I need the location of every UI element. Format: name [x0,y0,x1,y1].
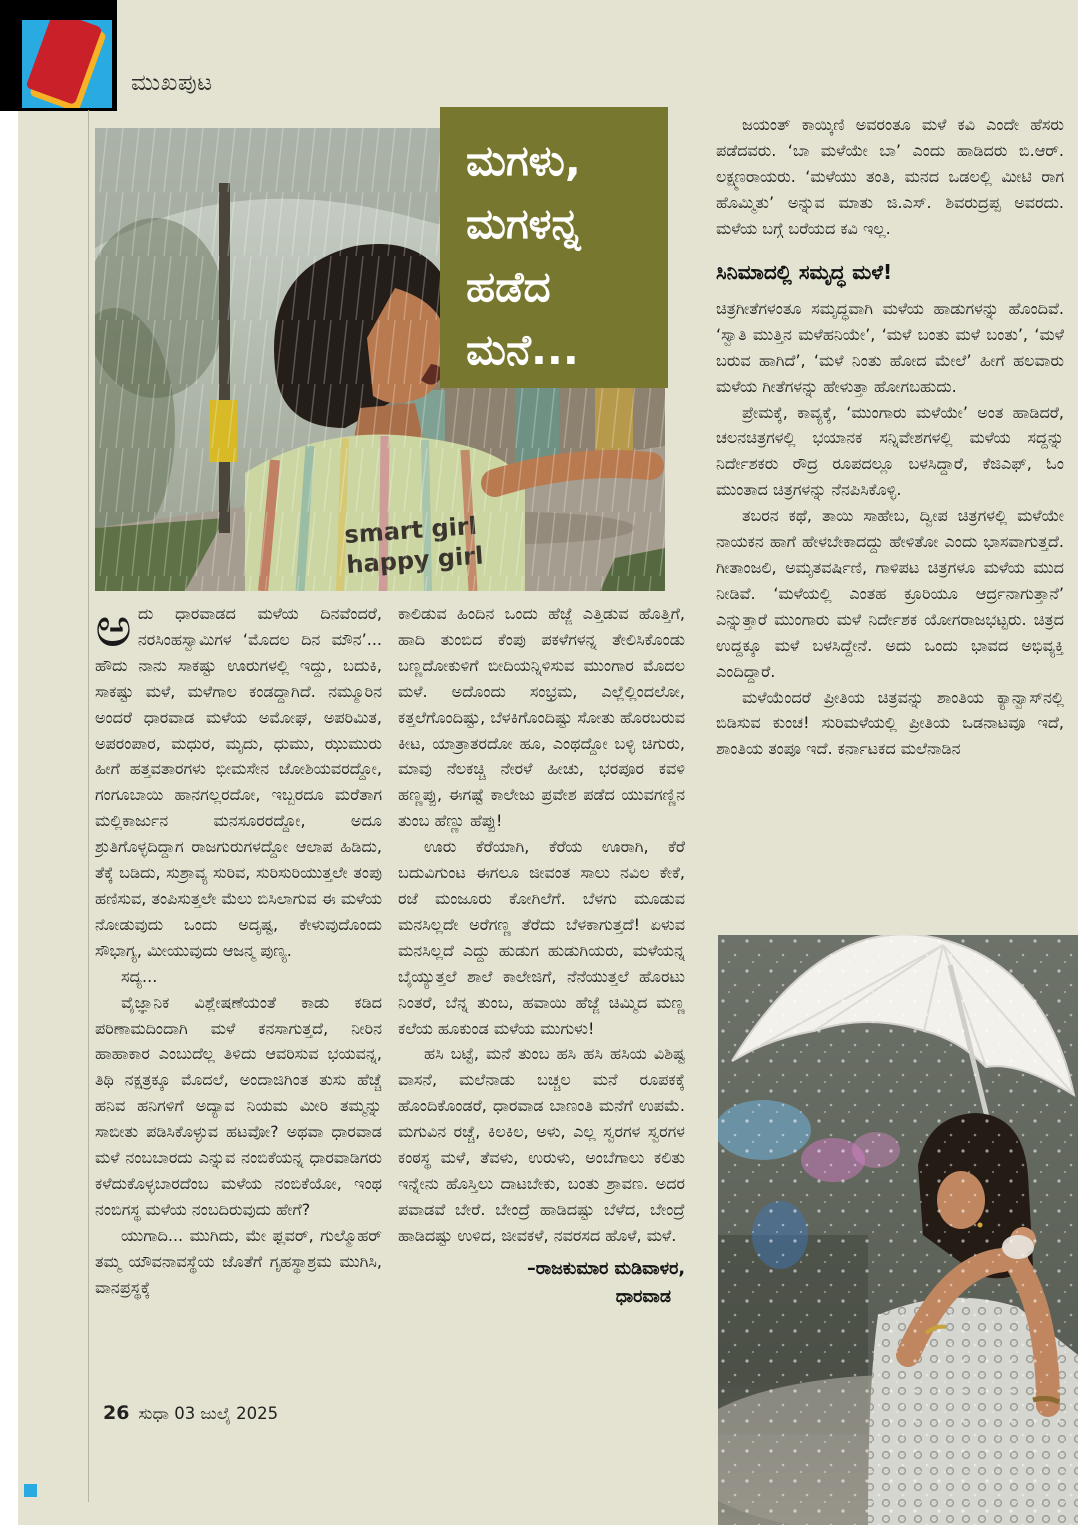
paragraph: ಹಸಿ ಬಟ್ಟೆ, ಮನೆ ತುಂಬ ಹಸಿ ಹಸಿ ಹಸಿಯ ವಿಶಿಷ್ಟ ವಾಸನೆ, ಮಲೆನಾಡು ಬಚ್ಚಲ ಮನೆ ರೂಪಕಕ್ಕೆ ಹೊಂದಿಕೊಂಡರೆ, ಧಾರವಾಡ ಬಾಣಂತಿ ಮನೆಗೆ ಉಪಮೆ. ಮಗುವಿನ ರಚ್ಚೆ, ಕಿಲಕಿಲ, ಅಳು, ಎಲ್ಲ ಸ್ವರಗಳ ಸ್ವರಗಳ ಕಂಠಸ್ಥ ಮಳೆ, ತೆವಳು, ಉರುಳು, ಅಂಬೆಗಾಲು ಕಲಿತು ಇನ್ನೇನು ಹೊಸ್ತಿಲು ದಾಟಬೇಕು, ಬಂತು ಶ್ರಾವಣ. ಅದರ ಪವಾಡವೆ ಬೇರೆ. ಬೇಂದ್ರೆ ಹಾಡಿದಷ್ಟು ಬೆಳೆದ, ಬೇಂದ್ರೆ ಹಾಡಿದಷ್ಟು ಉಳಿದ, ಜೀವಕಳೆ, ನವರಸದ ಹೊಳೆ, ಮಳೆ. [398,1044,685,1245]
byline-author: –ರಾಜಕುಮಾರ ಮಡಿವಾಳರ, [526,1258,685,1279]
drop-cap: ಅ [95,601,132,660]
sudha-logo [0,0,117,111]
left-column-rule [88,110,89,1502]
paragraph: ಪ್ರೇಮಕ್ಕೆ, ಕಾವ್ಯಕ್ಕೆ, ‘ಮುಂಗಾರು ಮಳೆಯೇ’ ಅಂತ ಹಾಡಿದರೆ, ಚಲನಚಿತ್ರಗಳಲ್ಲಿ ಭಯಾನಕ ಸನ್ನಿವೇಶಗಳಲ್ಲಿ ಮಳೆಯ ಸದ್ದನ್ನು ನಿರ್ದೇಶಕರು ರೌದ್ರ ರೂಪದಲ್ಲೂ ಬಳಸಿದ್ದಾರೆ, ಕೆಜಿಎಫ್, ಓಂ ಮುಂತಾದ ಚಿತ್ರಗಳನ್ನು ನೆನಪಿಸಿಕೊಳ್ಳಿ. [716,402,1064,500]
left-margin-strip [0,0,18,1525]
subsection-heading: ಸಿನಿಮಾದಲ್ಲಿ ಸಮೃದ್ಧ ಮಳೆ! [716,259,893,284]
paragraph: ಜಯಂತ್ ಕಾಯ್ಕಿಣಿ ಅವರಂತೂ ಮಳೆ ಕವಿ ಎಂದೇ ಹೆಸರು ಪಡೆದವರು. ‘ಬಾ ಮಳೆಯೇ ಬಾ’ ಎಂದು ಹಾಡಿದರು ಬಿ.ಆರ್. ಲಕ್ಷ್ಮಣರಾಯರು. ‘ಮಳೆಯು ತಂತಿ, ಮನದ ಒಡಲಲ್ಲಿ ಮೀಟಿ ರಾಗ ಹೊಮ್ಮಿತು’ ಅನ್ನುವ ಮಾತು ಜಿ.ಎಸ್. ಶಿವರುದ್ರಪ್ಪ ಅವರದು. ಮಳೆಯ ಬಗ್ಗೆ ಬರೆಯದ ಕವಿ ಇಲ್ಲ. [716,115,1064,238]
issue-info: ಸುಧಾ 03 ಜುಲೈ 2025 [138,1404,279,1423]
woman-umbrella-rain-photo [718,935,1078,1525]
title-line: ಮಗಳು, [466,136,581,185]
article-column-2 [398,601,685,1399]
paragraph [95,601,382,964]
article-column-1 [95,601,382,1399]
paragraph: ಸದ್ಯ... [121,966,158,986]
paragraph: ಚಿತ್ರಗೀತೆಗಳಂತೂ ಸಮೃದ್ಧವಾಗಿ ಮಳೆಯ ಹಾಡುಗಳನ್ನು ಹೊಂದಿವೆ. ‘ಸ್ವಾತಿ ಮುತ್ತಿನ ಮಳೆಹನಿಯೇ’, ‘ಮಳೆ ಬಂತು ಮಳೆ ಬಂತು’, ‘ಮಳೆ ಬರುವ ಹಾಗಿದೆ’, ‘ಮಳೆ ನಿಂತು ಹೋದ ಮೇಲೆ’ ಹೀಗೆ ಹಲವಾರು ಮಳೆಯ ಗೀತೆಗಳನ್ನು ಹೇಳುತ್ತಾ ಹೋಗಬಹುದು. [716,298,1064,396]
byline [398,1255,685,1312]
paragraph: ವೈಜ್ಞಾನಿಕ ವಿಶ್ಲೇಷಣೆಯಂತೆ ಕಾಡು ಕಡಿದ ಪರಿಣಾಮದಿಂದಾಗಿ ಮಳೆ ಕನಸಾಗುತ್ತದೆ, ನೀರಿನ ಹಾಹಾಕಾರ ಎಂಬುದೆಲ್ಲ ತಿಳಿದು ಆವರಿಸುವ ಭಯವನ್ನ, ತಿಥಿ ನಕ್ಷತ್ರಕ್ಕೂ ಮೊದಲೆ, ಅಂದಾಜಿಗಿಂತ ತುಸು ಹೆಚ್ಚೆ ಹನಿವ ಹನಿಗಳಿಗೆ ಅದ್ಯಾವ ನಿಯಮ ಮೀರಿ ತಮ್ಮನ್ನು ಸಾಬೀತು ಪಡಿಸಿಕೊಳ್ಳುವ ಹಟವೋ? ಅಥವಾ ಧಾರವಾಡ ಮಳೆ ನಂಬಬಾರದು ಎನ್ನುವ ನಂಬಿಕೆಯನ್ನ ಧಾರವಾಡಿಗರು ಕಳೆದುಕೊಳ್ಳಬಾರದೆಂಬ ಮಳೆಯ ನಂಬಿಕೆಯೋ, ಇಂಥ ನಂಬಿಗಸ್ಥ ಮಳೆಯ ನಂಬದಿರುವುದು ಹೇಗೆ? [95,992,382,1219]
paragraph: ಊರು ಕೆರೆಯಾಗಿ, ಕೆರೆಯ ಊರಾಗಿ, ಕೆರೆ ಬದುವಿಗುಂಟ ಈಗಲೂ ಜೀವಂತ ಸಾಲು ನವಿಲ ಕೇಕೆ, ರಜೆ ಮಂಜೂರು ಕೋಗಿಲೆಗೆ. ಬೆಳಗು ಮೂಡುವ ಮನಸಿಲ್ಲದೇ ಅರೆಗಣ್ಣ ತೆರೆದು ಬೆಳಕಾಗುತ್ತದೆ! ಏಳುವ ಮನಸಿಲ್ಲದೆ ಎದ್ದು ಹುಡುಗ ಹುಡುಗಿಯರು, ಮಳೆಯನ್ನ ಬೈಯ್ಯುತ್ತಲೆ ಶಾಲೆ ಕಾಲೇಜಿಗೆ, ನೆನೆಯುತ್ತಲೆ ಹೊರಟು ನಿಂತರೆ, ಬೆನ್ನ ತುಂಬ, ಹವಾಯಿ ಹೆಜ್ಜೆ ಚಿಮ್ಮಿದ ಮಣ್ಣ ಕಲೆಯ ಹೂಕುಂಡ ಮಳೆಯ ಮುಗುಳು! [398,837,685,1038]
paragraph: ತಬರನ ಕಥೆ, ತಾಯಿ ಸಾಹೇಬ, ದ್ವೀಪ ಚಿತ್ರಗಳಲ್ಲಿ ಮಳೆಯೇ ನಾಯಕನ ಹಾಗೆ ಹೇಳಬೇಕಾದದ್ದು ಹೇಳಿತೋ ಎಂದು ಭಾಸವಾಗುತ್ತದೆ. ಗೀತಾಂಜಲಿ, ಅಮೃತವರ್ಷಿಣಿ, ಗಾಳಿಪಟ ಚಿತ್ರಗಳೂ ಮಳೆಯ ಮುದ ನೀಡಿವೆ. ‘ಮಳೆಯಲ್ಲಿ ಎಂತಹ ಕ್ರೂರಿಯೂ ಆರ್ದ್ರನಾಗುತ್ತಾನೆ’ ಎನ್ನುತ್ತಾರೆ ಮುಂಗಾರು ಮಳೆ ನಿರ್ದೇಶಕ ಯೋಗರಾಜಭಟ್ಟರು. ಚಿತ್ರದ ಉದ್ದಕ್ಕೂ ಮಳೆ ಬಳಸಿದ್ದೇನೆ. ಅದು ಒಂದು ಭಾವದ ಅಭಿವ್ಯಕ್ತಿ ಎಂದಿದ್ದಾರೆ. [716,506,1064,681]
corner-marker [24,1484,37,1497]
paragraph: ಯುಗಾದಿ... ಮುಗಿದು, ಮೇ ಫ್ಲವರ್, ಗುಲ್ಮೊಹರ್ ತಮ್ಮ ಯೌವನಾವಸ್ಥೆಯ ಜೊತೆಗೆ ಗೃಹಸ್ಥಾಶ್ರಮ ಮುಗಿಸಿ, ವಾನಪ್ರಸ್ಥಕ್ಕೆ [95,1225,382,1297]
page-footer [103,1402,278,1424]
title-line: ಮನೆ... [466,325,579,374]
article-column-3 [716,112,1064,932]
title-line: ಮಗಳನ್ನ [466,199,581,248]
article-body [95,601,685,1399]
paragraph: ಮಳೆಯೆಂದರೆ ಪ್ರೀತಿಯ ಚಿತ್ರವನ್ನು ಶಾಂತಿಯ ಕ್ಯಾನ್ವಾಸ್‌ನಲ್ಲಿ ಬಿಡಿಸುವ ಕುಂಚ! ಸುರಿಮಳೆಯಲ್ಲಿ ಪ್ರೀತಿಯ ಒಡನಾಟವೂ ಇದೆ, ಶಾಂತಿಯ ತಂಪೂ ಇದೆ. ಕರ್ನಾಟಕದ ಮಲೆನಾಡಿನ [716,687,1064,759]
paragraph: ಕಾಲಿಡುವ ಹಿಂದಿನ ಒಂದು ಹೆಜ್ಜೆ ಎತ್ತಿಡುವ ಹೊತ್ತಿಗೆ, ಹಾದಿ ತುಂಬಿದ ಕೆಂಪು ಪಕಳೆಗಳನ್ನ ತೇಲಿಸಿಕೊಂಡು ಬಣ್ಣದೋಕುಳಿಗೆ ಬೀದಿಯನ್ನಿಳಿಸುವ ಮುಂಗಾರ ಮೊದಲ ಮಳೆ. ಅದೊಂದು ಸಂಭ್ರಮ, ಎಲ್ಲೆಲ್ಲಿಂದಲೋ, ಕತ್ತಲೆಗೊಂದಿಷ್ಟು, ಬೆಳಕಿಗೊಂದಿಷ್ಟು ಸೋತು ಹೊರಬರುವ ಕೀಟ, ಯಾತ್ರಾತರದೋ ಹೂ, ಎಂಥದ್ದೋ ಬಳ್ಳಿ ಚಿಗುರು, ಮಾವು ನೆಲಕಚ್ಚಿ ನೇರಳೆ ಹೀಚು, ಭರಪೂರ ಕವಳಿ ಹಣ್ಣಪ್ಪು, ಈಗಷ್ಟೆ ಕಾಲೇಜು ಪ್ರವೇಶ ಪಡೆದ ಯುವಗಣ್ಣಿನ ತುಂಬ ಹೆಣ್ಣು ಹೆಪ್ಪು! [398,604,685,831]
title-line: ಹಡೆದ [466,262,551,311]
paragraph-text: ದು ಧಾರವಾಡದ ಮಳೆಯ ದಿನವೆಂದರೆ, ನರಸಿಂಹಸ್ವಾಮಿಗಳ ‘ಮೊದಲ ದಿನ ಮೌನ’... ಹೌದು ನಾನು ಸಾಕಷ್ಟು ಊರುಗಳಲ್ಲಿ ಇದ್ದು, ಬದುಕಿ, ಸಾಕಷ್ಟು ಮಳೆ, ಮಳೆಗಾಲ ಕಂಡದ್ದಾಗಿದೆ. ನಮ್ಮೂರಿನ ಅಂದರೆ ಧಾರವಾಡ ಮಳೆಯ ಅಮೋಘ, ಅಪರಿಮಿತ, ಅಪರಂಪಾರ, ಮಧುರ, ಮೃದು, ಧುಮು, ಝುಮುರು ಹೀಗೆ ಹತ್ತವತಾರಗಳು ಭೀಮಸೇನ ಜೋಶಿಯವರದ್ದೋ, ಗಂಗೂಬಾಯಿ ಹಾನಗಲ್ಲರದೋ, ಇಬ್ಬರದೂ ಮರೆತಾಗ ಮಲ್ಲಿಕಾರ್ಜುನ ಮನಸೂರರದ್ದೋ, ಅದೂ ಶ್ರುತಿಗೊಳ್ಳದಿದ್ದಾಗ ರಾಜಗುರುಗಳದ್ದೋ ಆಲಾಪ ಹಿಡಿದು, ತೆಕ್ಕೆ ಬಡಿದು, ಸುಶ್ರಾವ್ಯ ಸುರಿವ, ಸುರಿಸುರಿಯುತ್ತಲೇ ತಂಪು ಹಣಿಸುವ, ತಂಪಿಸುತ್ತಲೇ ಮೆಲು ಬಿಸಿಲಾಗುವ ಈ ಮಳೆಯ ನೋಡುವುದು ಒಂದು ಅದೃಷ್ಟ, ಕೇಳುವುದೊಂದು ಸೌಭಾಗ್ಯ, ಮೀಯುವುದು ಆಜನ್ಮ ಪುಣ್ಯ. [95,604,382,960]
sudha-logo-book-icon [22,20,112,108]
book-icon [22,20,112,108]
article-title [440,107,668,388]
page-number: 26 [103,1402,130,1424]
section-label: ಮುಖಪುಟ [131,70,213,96]
byline-place: ಧಾರವಾಡ [615,1287,671,1307]
